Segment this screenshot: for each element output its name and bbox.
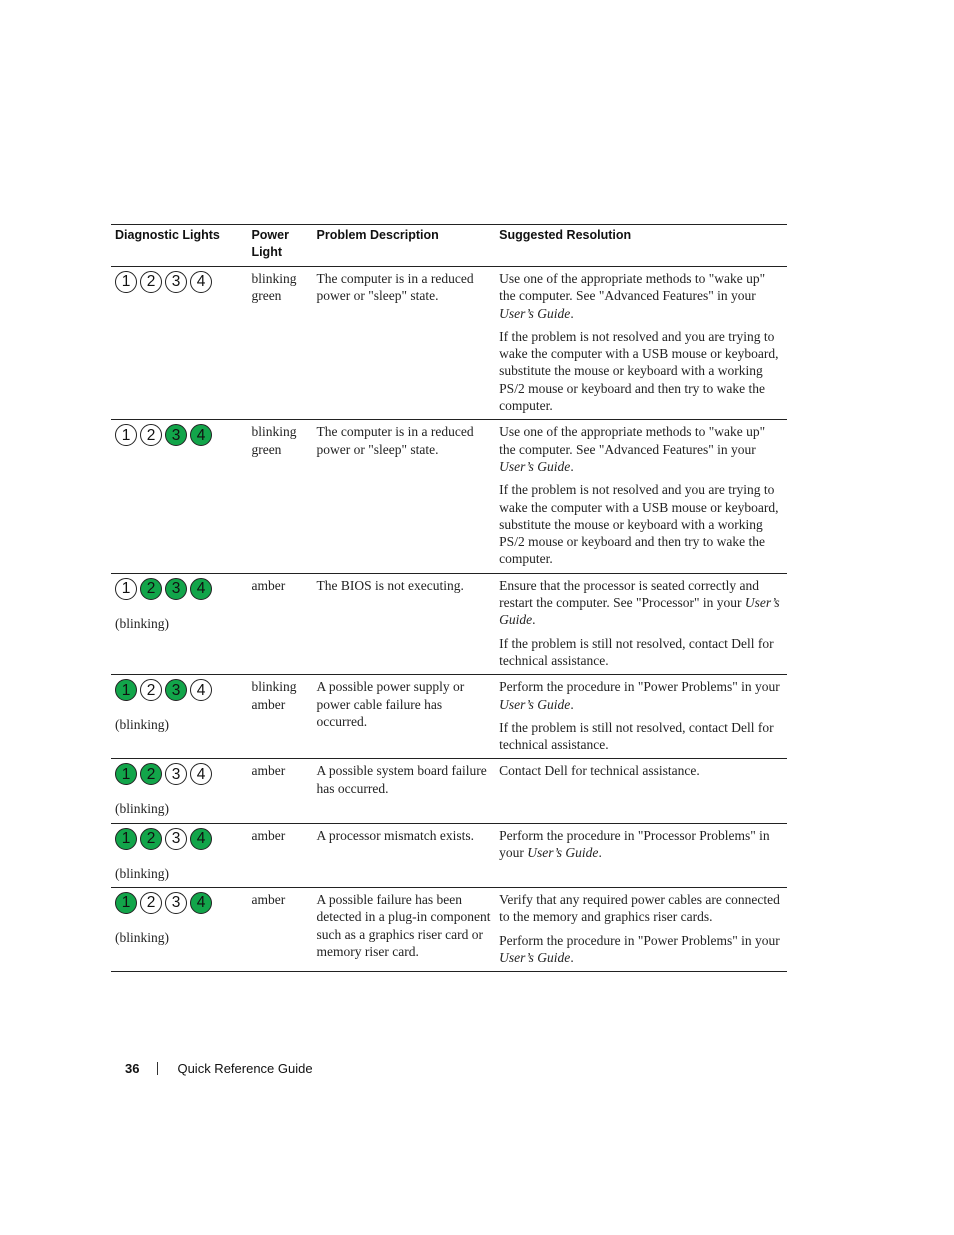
resolution-paragraph [499,328,783,414]
diagnostic-lights-cell [111,267,247,420]
diagnostic-light-1-on: 1 [115,892,137,914]
suggested-resolution-cell [495,759,787,823]
diagnostic-lights-group [115,678,243,701]
header-diagnostic-lights: Diagnostic Lights [111,225,247,267]
resolution-text: If the problem is not resolved and you are trying to wake the computer with a USB mouse or keyboard, substitute the mouse or keyboard with a working PS/2 mouse or keyboard and then try to wake the computer. [499,328,779,414]
resolution-paragraph [499,932,783,967]
blinking-note: (blinking) [115,801,169,817]
users-guide-reference: User’s Guide [499,458,571,474]
diagnostic-lights-group [115,891,243,914]
resolution-paragraph [499,577,783,629]
diagnostic-lights-group [115,423,243,446]
users-guide-reference: User’s Guide [499,305,571,321]
suggested-resolution-cell [495,267,787,420]
diagnostic-lights-group [115,762,243,785]
power-light-cell: amber [247,823,312,887]
resolution-text: Use one of the appropriate methods to "wake up" the computer. See "Advanced Features" in your [499,424,766,457]
power-light-cell: blinking green [247,267,312,420]
blinking-note: (blinking) [115,615,169,631]
resolution-text: Ensure that the processor is seated correctly and restart the computer. See "Processor" in your [499,577,759,611]
power-light-cell: blinking green [247,420,312,573]
diagnostic-light-3-on: 3 [165,679,187,701]
blinking-note: (blinking) [115,930,169,946]
page-footer [125,1061,313,1076]
suggested-resolution-cell [495,420,787,573]
diagnostic-light-4-on: 4 [190,828,212,850]
power-light-cell: amber [247,573,312,674]
resolution-text-end: . [532,612,536,628]
resolution-text: If the problem is still not resolved, contact Dell for technical assistance. [499,719,774,753]
problem-description-cell: The computer is in a reduced power or "sleep" state. [313,267,496,420]
diagnostic-lights-group [115,270,243,293]
diagnostic-light-2-on: 2 [140,763,162,785]
diagnostic-light-2-off: 2 [140,271,162,293]
suggested-resolution-cell [495,888,787,972]
diagnostic-light-3-off: 3 [165,763,187,785]
diagnostic-light-1-off: 1 [115,578,137,600]
table-row [111,573,787,674]
diagnostic-light-1-off: 1 [115,424,137,446]
table-row [111,675,787,759]
diagnostic-light-1-on: 1 [115,679,137,701]
diagnostic-light-3-on: 3 [165,578,187,600]
diagnostic-lights-group [115,577,243,600]
header-suggested-resolution: Suggested Resolution [495,225,787,267]
diagnostic-light-3-off: 3 [165,271,187,293]
diagnostic-light-4-on: 4 [190,892,212,914]
diagnostic-lights-cell [111,823,247,887]
header-power-light-line1: Power [251,228,289,242]
resolution-text-end: . [570,458,574,474]
diagnostic-light-4-on: 4 [190,578,212,600]
users-guide-reference: User’s Guide [499,696,571,712]
table-row [111,420,787,573]
diagnostic-light-4-on: 4 [190,424,212,446]
diagnostic-lights-cell [111,420,247,573]
resolution-paragraph [499,635,783,670]
diagnostic-light-2-off: 2 [140,424,162,446]
table-row [111,759,787,823]
power-light-cell: amber [247,888,312,972]
table-header-row [111,225,787,267]
resolution-text: Verify that any required power cables are connected to the memory and graphics riser cards. [499,892,780,925]
diagnostic-light-1-on: 1 [115,763,137,785]
table-row [111,267,787,420]
header-power-light [247,225,312,267]
resolution-paragraph [499,762,783,779]
resolution-paragraph [499,678,783,713]
problem-description-cell: The computer is in a reduced power or "sleep" state. [313,420,496,573]
resolution-paragraph [499,719,783,754]
resolution-text: Perform the procedure in "Power Problems" in your [499,679,780,695]
resolution-text: Contact Dell for technical assistance. [499,763,700,779]
resolution-paragraph [499,481,783,567]
resolution-text: Use one of the appropriate methods to "wake up" the computer. See "Advanced Features" in your [499,271,766,304]
power-light-cell: blinking amber [247,675,312,759]
diagnostic-lights-cell [111,759,247,823]
diagnostic-light-3-on: 3 [165,424,187,446]
users-guide-reference: User’s Guide [499,595,780,628]
resolution-text-end: . [570,305,574,321]
table-row [111,888,787,972]
suggested-resolution-cell [495,675,787,759]
problem-description-cell: A possible failure has been detected in a plug-in component such as a graphics riser card or memory riser card. [313,888,496,972]
resolution-text-end: . [598,845,602,861]
diagnostic-light-2-on: 2 [140,578,162,600]
diagnostic-lights-table [111,224,787,972]
suggested-resolution-cell [495,573,787,674]
resolution-text-end: . [570,949,574,965]
resolution-paragraph [499,891,783,926]
diagnostic-light-1-on: 1 [115,828,137,850]
diagnostic-light-2-on: 2 [140,828,162,850]
diagnostic-light-1-off: 1 [115,271,137,293]
diagnostic-light-4-off: 4 [190,679,212,701]
problem-description-cell: A possible power supply or power cable failure has occurred. [313,675,496,759]
header-problem-description: Problem Description [313,225,496,267]
blinking-note: (blinking) [115,865,169,881]
diagnostic-lights-cell [111,573,247,674]
resolution-text-end: . [570,696,574,712]
diagnostic-light-3-off: 3 [165,828,187,850]
users-guide-reference: User’s Guide [499,949,571,965]
header-power-light-line2: Light [251,245,282,259]
footer-title: Quick Reference Guide [177,1061,313,1076]
users-guide-reference: User’s Guide [527,845,599,861]
diagnostic-light-2-off: 2 [140,679,162,701]
power-light-cell: amber [247,759,312,823]
suggested-resolution-cell [495,823,787,887]
diagnostic-light-4-off: 4 [190,763,212,785]
diagnostic-light-3-off: 3 [165,892,187,914]
diagnostic-light-2-off: 2 [140,892,162,914]
resolution-paragraph [499,423,783,475]
page-number: 36 [125,1061,140,1076]
resolution-paragraph [499,827,783,862]
resolution-text: Perform the procedure in "Processor Problems" in your [499,827,770,861]
resolution-text: If the problem is still not resolved, contact Dell for technical assistance. [499,635,774,668]
diagnostic-lights-group [115,827,243,850]
problem-description-cell: The BIOS is not executing. [313,573,496,674]
resolution-text: If the problem is not resolved and you are trying to wake the computer with a USB mouse or keyboard, substitute the mouse or keyboard with a working PS/2 mouse or keyboard and then try to wake the computer. [499,482,779,567]
table-row [111,823,787,887]
diagnostic-light-4-off: 4 [190,271,212,293]
resolution-text: Perform the procedure in "Power Problems" in your [499,932,780,948]
footer-separator [157,1062,158,1075]
problem-description-cell: A processor mismatch exists. [313,823,496,887]
blinking-note: (blinking) [115,717,169,733]
diagnostic-lights-cell [111,675,247,759]
resolution-paragraph [499,270,783,322]
problem-description-cell: A possible system board failure has occurred. [313,759,496,823]
diagnostic-lights-cell [111,888,247,972]
table-body [111,267,787,972]
